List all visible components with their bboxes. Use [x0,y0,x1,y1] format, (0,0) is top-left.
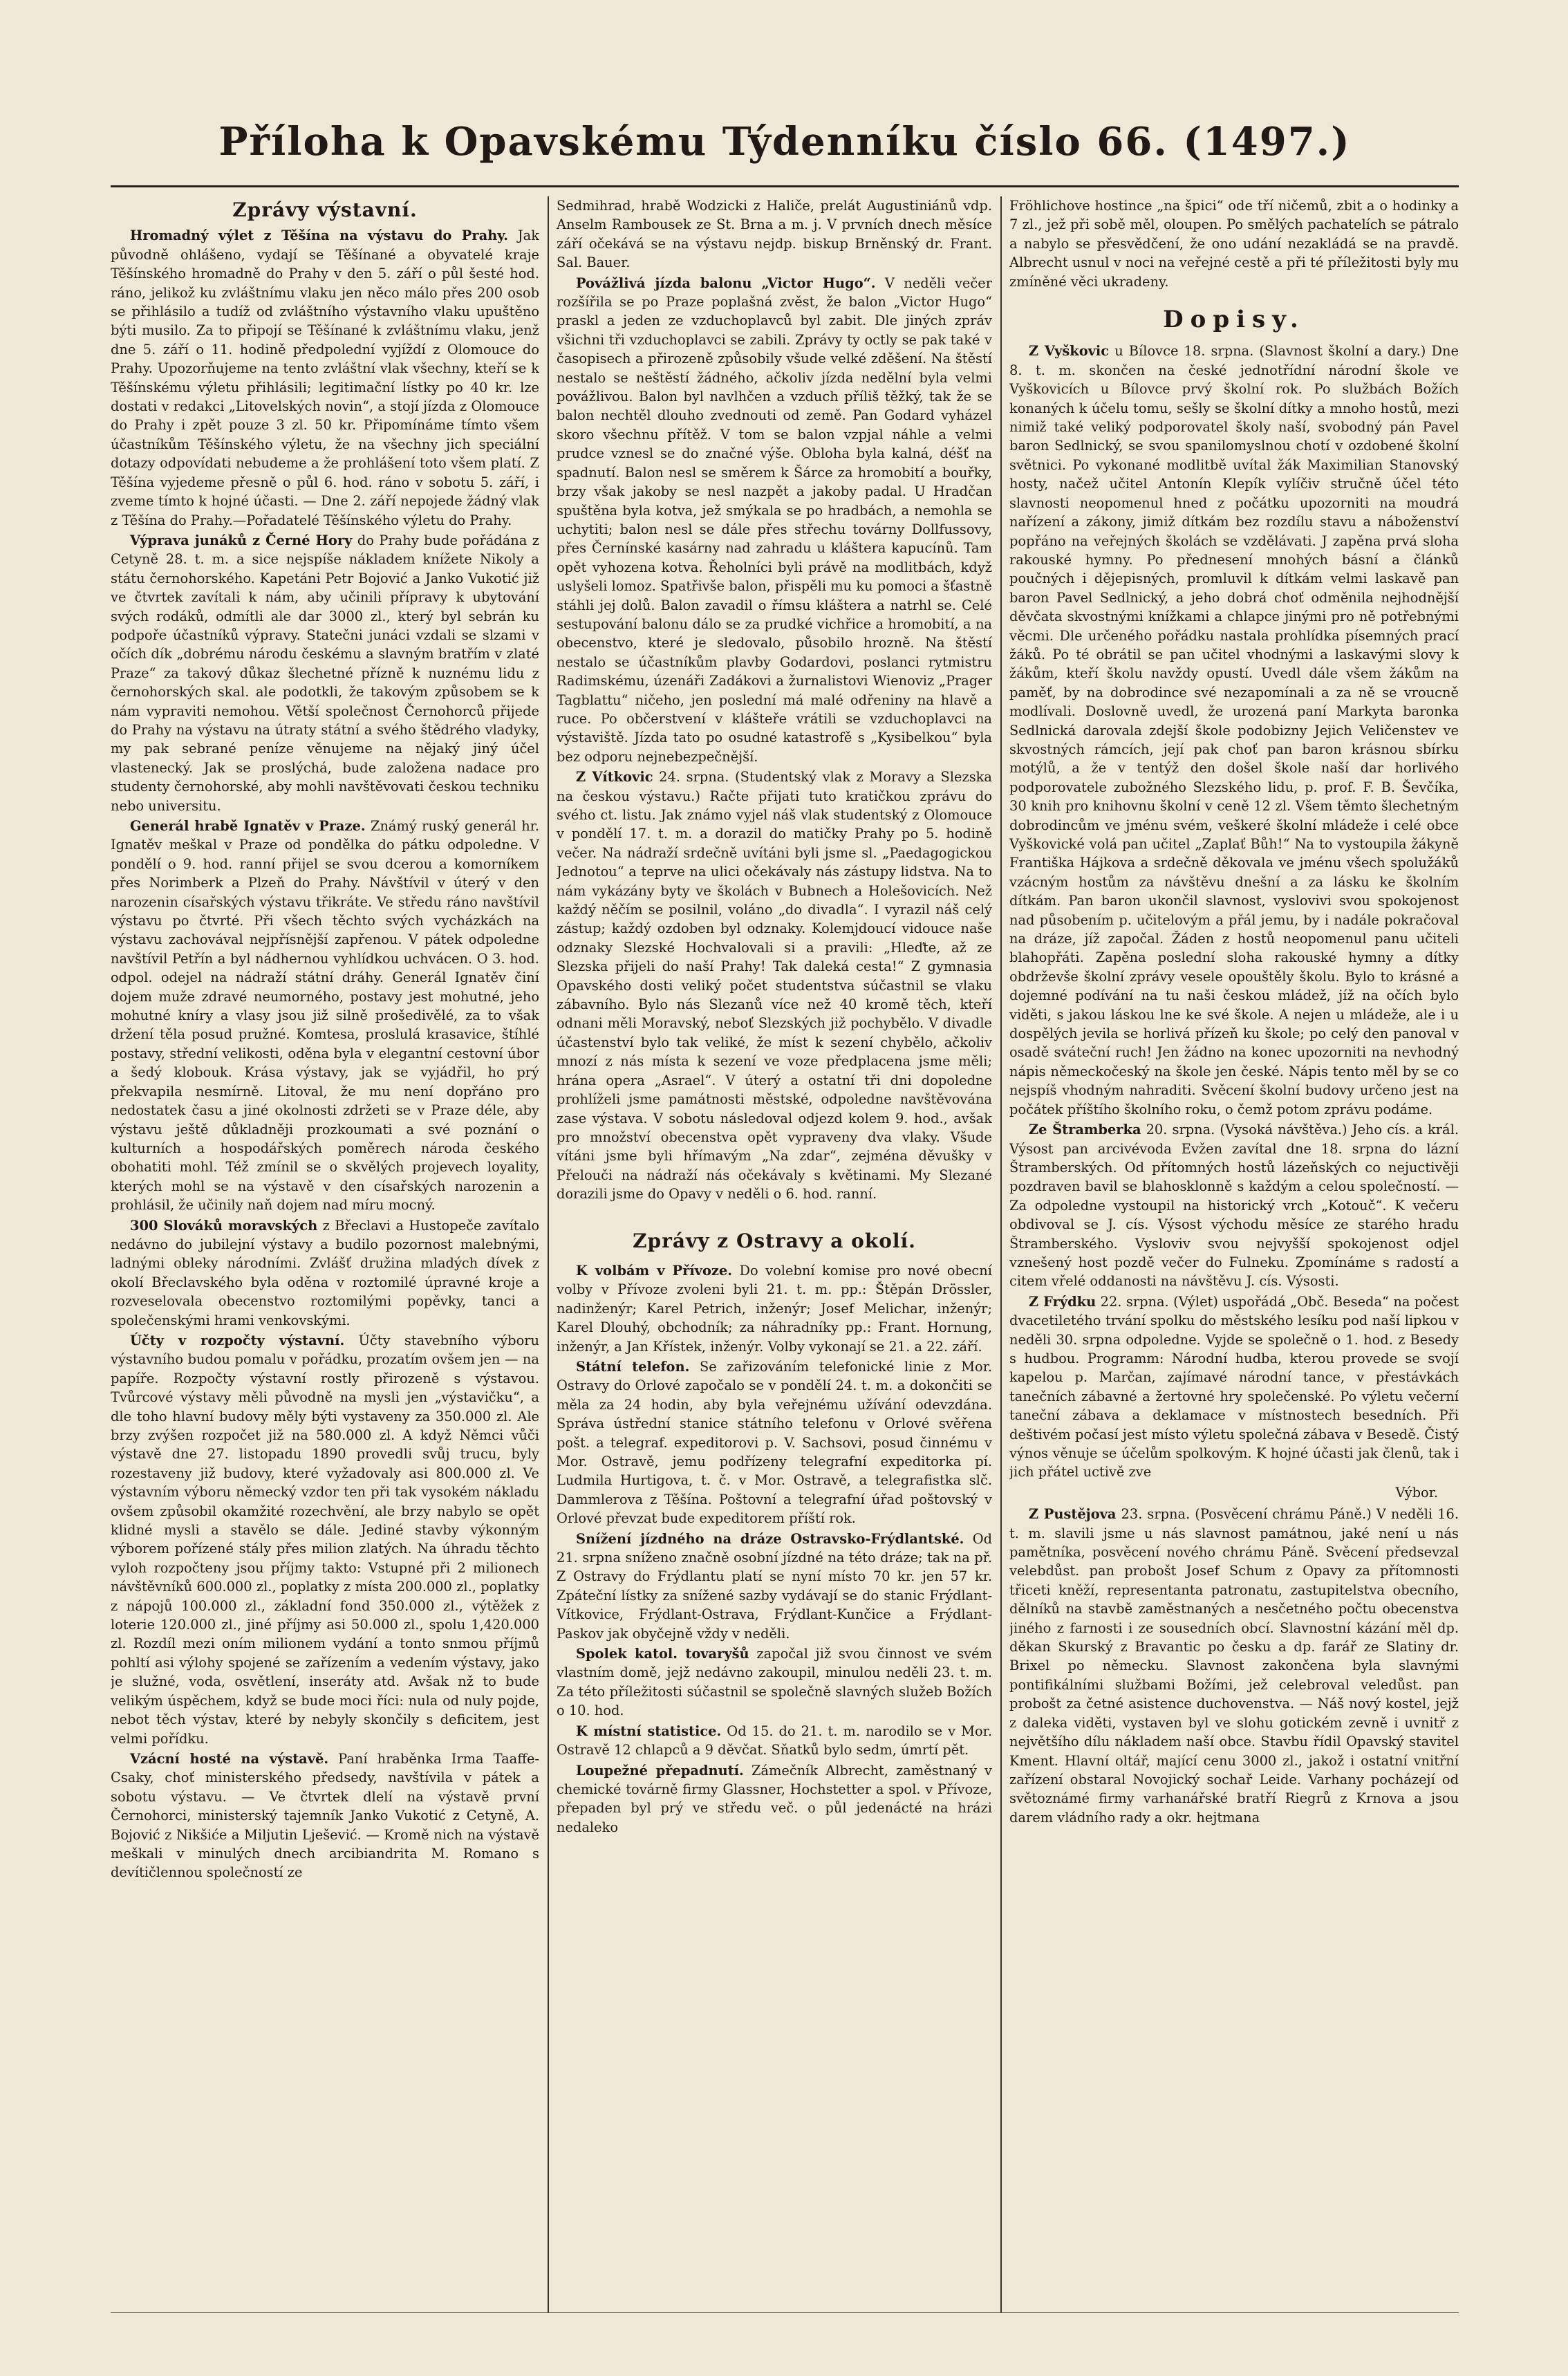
article [1009,342,1459,1119]
article-body: Zámečník Albrecht, zaměstnaný v chemické továrně firmy Glassner, Hochstetter a spol. v Přívoze, přepaden byl prý ve středu več. o půl jedenácté na hrázi nedaleko [557,1762,992,1835]
column-divider [1000,196,1002,2312]
article [557,1644,992,1720]
article-body: Od 15. do 21. t. m. narodilo se v Mor. Ostravě 12 chlapců a 9 děvčat. Sňatků bylo sedm, úmrtí pět. [557,1723,992,1758]
article-headline: Z Vyškovic [1029,343,1110,360]
footer-rule [111,2312,1459,2313]
article-body: u Bílovce 18. srpna. (Slavnost školní a dary.) Dne 8. t. m. skončen na české jednotřídní národní škole ve Vyškovicích u Bílovce prvý školní rok. Po službách Božích konaných k účelu tomu, sešly se školní dítky a mnoho hostů, mezi nimiž také veliký podporovatel školy naší, svobodný pán Pavel baron Sedlnický, se svou spanilomyslnou chotí v ozdobené školní světnici. Po vykonané modlitbě uvítal žák Maximilian Stanovský hosty, načež učitel Antonín Klepík vylíčiv stručně účel této slavnosti neopomenul hned z počátku upozorniti na moudrá nařízení a zákony, jimiž dítkám bez rozdílu stavu a náboženství popřáno na veřejných školách se vzdělávati. J zapěna prvá sloha rakouské hymny. Po přednesení mnohých básní a článků poučných i dějepisných, promluvil k dítkám velmi laskavě pan baron Pavel Sedlnický, a jeho dobrá choť odměnila nejhodnější děvčata skvostnými knížkami a chlapce jinými pro ně potřebnými věcmi. Dle určeného pořádku nastala prohlídka písemných prací žáků. Po té obrátil se pan učitel vhodnými a laskavými slovy k žákům, kteří školu navždy opustí. Uvedl dále všem žákům na paměť, by na dobrodince své nezapomínali a za ně se vroucně modlívali. Doslovně uvedl, že urozená paní Markyta baronka Sedlnická darovala zdejší škole podobizny Jejich Veličenstev ve skvostných rámcích, její pak choť pan baron krásnou sbírku motýlů, a že v tentýž den došel škole naší dar horlivého podporovatele zubožného Slezského lidu, p. prof. F. B. Ševčíka, 30 knih pro knihovnu školní v ceně 12 zl. Všem těmto šlechetným dobrodincům ve jménu svém, veškeré školní mládeže i celé obce Vyškovické volá pan učitel „Zaplať Bůh!“ Na to vystoupila žákyně Františka Hájkova a srdečně děkovala ve jménu všech spolužáků vzácným hostům za návštěvu dnešní a za lásku ke školním dítkám. Pan baron ukončil slavnost, vyslovivi svou spokojenost nad působením p. učitelovým a přál jemu, by i nadále pokračoval na dráze, jíž započal. Žáden z hostů neopomenul panu učiteli blahopřáti. Zapěna poslední sloha rakouské hymny a dítky obdrževše školní zprávy vesele opouštěly školu. Bylo to krásné a dojemné podívání na tu naši českou mládež, jíž na očích bylo viděti, s jakou láskou lne ke své škole. A nejen u mládeže, ale i u dospělých jevila se horlivá přízeň ku škole; po celý den panoval v osadě sváteční ruch! Jen žádno na konec upozorniti na nevhodný nápis německočeský na škole jen české. Nápis tento měl by se co nejspíš vhodným nahraditi. Svěcení školní budovy určeno jest na počátek příštího školního roku, o čemž potom zprávu podáme. [1009,343,1459,1117]
article [111,531,539,815]
article-headline: K místní statistice. [576,1723,722,1739]
article-body: V neděli večer rozšířila se po Praze poplašná zvěst, že balon „Victor Hugo“ praskl a jeden ze vzduchoplavců byl zabit. Dle jiných zpráv všichni tři vzduchoplavci se zabili. Zprávy ty octly se pak také v časopisech a přirozeně způsobily všude velké zděšení. Na štěstí nestalo se neštěstí žádného, ačkoliv jízda nedělní byla velmi povážlivou. Balon byl navlhčen a vzduch příliš těžký, tak že se balon nechtěl dlouho zvednouti od země. Pan Godard vyházel skoro všechnu přítěž. V tom se balon vzpjal náhle a velmi prudce vznesl se do značné výše. Obloha byla kalná, déšť na spadnutí. Balon nesl se směrem k Šárce za hromobití a bouřky, brzy však jakoby se nesl nazpět a jakoby padal. U Hradčan spuštěna byla kotva, jež smýkala se po hradbách, a nemohla se uchytiti; balon nesl se dále přes střechu továrny Dollfussovy, přes Černínské kasárny nad zahradu u kláštera kapucínů. Tam opět vyhozena kotva. Řeholníci byli právě na modlitbách, když uslyšeli lomoz. Spatřivše balon, přispěli mu ku pomoci a šťastně stáhli jej dolů. Balon zavadil o římsu kláštera a natrhl se. Celé sestupování balonu dálo se za prudké vichřice a hromobití, a na obecenstvo, které je sledovalo, působilo hrozně. Na štěstí nestalo se účastníkům plavby Godardovi, poslanci rytmistru Radimskému, úzenáři Zadákovi a žurnalistovi Wienoviz „Prager Tagblattu“ ničeho, jen poslední má malé odřeniny na hlavě a ruce. Po občerstvení v klášteře vrátili se vzduchoplavci na výstaviště. Jízda tato po osudné katastrofě s „Kysibelkou“ byla bez odporu nejnebezpečnější. [557,275,992,765]
article [557,1761,992,1837]
article-body: 20. srpna. (Vysoká návštěva.) Jeho cís. a král. Výsost pan arcivévoda Evžen zavítal dne 18. srpna do lázní Štramberských. Od přítomných hostů lázeňských co nejuctivěji pozdraven bavil se blahosklonně s každým a celou společností. — Za odpoledne vystoupil na historický vrch „Kotouč“. K večeru obdivoval se J. cís. Výsost východu měsíce ze starého hradu Štramberského. Vysloviv svou nejvyšší spokojenost odjel vznešený host pozdě večer do Fulneku. Zpomínáme s radostí a citem vřelé oddanosti na návštěvu J. cís. Výsosti. [1009,1122,1459,1290]
article-body: 22. srpna. (Výlet) uspořádá „Obč. Beseda“ na počest dvacetiletého trvání spolku do městského lesíku pod naší lipkou v neděli 30. srpna odpoledne. Vyjde se společně o 1. hod. z Besedy s hudbou. Programm: Národní hudba, kterou provede se svojí kapelou p. Marčan, zajímavé národní tance, v přestávkách tanečních zábavné a žertovné hry společenské. Po výletu večerní taneční zábava a deklamace v místnostech besedních. Při deštivém počasí jest místo výletu společná zábava v Besedě. Čistý výnos věnuje se účelům spolkovým. K hojné účasti jak členů, tak i jich přátel uctivě zve [1009,1293,1459,1481]
article-continuation: Fröhlichove hostince „na špici“ ode tří ničemů, zbit a o hodinky a 7 zl., jež při sobě měl, oloupen. Po smělých pachatelích se pátralo a nabylo se přesvědčení, že ono udání nezakládá se na pravdě. Albrecht usnul v noci na veřejné cestě a při té příležitosti byly mu zmíněné věci ukradeny. [1009,198,1459,290]
article-continuation: Sedmihrad, hrabě Wodzicki z Haliče, prelát Augustiniánů vdp. Anselm Rambousek ze St. Brna a m. j. V prvních dnech měsíce září očekává se na výstavu nejdp. biskup Brněnský dr. Frant. Sal. Bauer. [557,198,992,271]
article-body: Jak původně ohlášeno, vydají se Těšínané a obyvatelé kraje Těšínského hromadně do Prahy v den 5. září o půl šesté hod. ráno, jelikož ku zvláštnímu vlaku jen něco málo přes 200 osob se přihlásilo a tudíž od zvláštního výstavního vlaku upuštěno býti musilo. Za to připojí se Těšínané k zvláštnímu vlaku, jenž dne 5. září o 11. hodině předpolední vyjíždí z Olomouce do Prahy. Upozorňujeme na tento zvláštní vlak všechny, kteří se k Těšínskému výletu přihlásili; legitimační lístky po 40 kr. lze dostati v redakci „Litovelských novin“, a stojí jízda z Olomouce do Prahy i zpět pouze 3 zl. 50 kr. Připomínáme tímto všem účastníkům Těšínského výletu, že na všechny jich speciální dotazy odpovídati nebudeme a že prohlášení toto všem platí. Z Těšína vyjedeme přesně o půl 6. hod. ráno v sobotu 5. září, i zveme tímto k hojné účasti. — Dne 2. září nepojede žádný vlak z Těšína do Prahy.—Pořadatelé Těšínského výletu do Prahy. [111,228,539,528]
column-1 [111,196,539,2312]
column-divider [548,196,549,2312]
article-body: 24. srpna. (Studentský vlak z Moravy a Slezska na českou výstavu.) Račte přijati tuto kratičkou zprávu do svého ct. listu. Jak známo vyjel náš vlak studentský z Olomouce v pondělí 17. t. m. a dorazil do matičky Prahy po 5. hodině večer. Na nádraží srdečně uvítáni byli jsme sl. „Paedagogickou Jednotou“ a teprve na ulici očekávaly nás zástupy lidstva. Na to nám vykázány byty ve školách v Bubnech a Holešovicích. Než každý něčím se posilnil, voláno „do divadla“. I vyrazil náš celý zástup; každý ozdoben byl odznaky. Kolemjdoucí vidouce naše odznaky Slezské Hochvalovali si a pravili: „Hleďte, až ze Slezska přijeli do naší Prahy! Tak daleká cesta!“ Z gymnasia Opavského dosti veliký počet studentstva súčastnil se vlaku zábavního. Bylo nás Slezanů více než 40 kromě těch, kteří odnani měli Moravský, neboť Slezských již pochybělo. V divadle účastenství bylo tak veliké, že míst k sezení chybělo, ačkoliv mnozí z nás místa k sezení ve voze předplacena jsme měli; hrána opera „Asrael“. V úterý a ostatní tři dni dopoledne prohlíželi jsme památnosti městské, odpoledne navštěvována zase výstava. V sobotu následoval odjezd kolem 9. hod., avšak pro množství obecenstva opět vypraveny dva vlaky. Všude vítáni jsme byli hřímavým „Na zdar“, zejména děvušky v Přelouči na nádraží nás očekávaly s květinami. My Slezané dorazili jsme do Opavy v neděli o 6. hod. ranní. [557,769,992,1203]
article [111,817,539,1215]
article-headline: Hromadný výlet z Těšína na výstavu do Prahy. [130,228,509,244]
article-body: Se zařizováním telefonické linie z Mor. Ostravy do Orlové započalo se v pondělí 24. t. m. a dokončiti se měla za 24 hodin, aby byla veřejnému užívání odevzdána. Správa ústřední stanice státního telefonu v Orlové svěřena pošt. a telegraf. expeditorovi p. V. Sachsovi, posud činnému v Mor. Ostravě, jemu podřízeny telegrafní expeditorka pí. Ludmila Hurtigova, t. č. v Mor. Ostravě, a telegrafistka slč. Dammlerova z Těšína. Poštovní a telegrafní úřad poštovský v Orlové převzat bude expeditorem příští rok. [557,1358,992,1527]
article-headline: Státní telefon. [576,1358,690,1375]
article-headline: Spolek katol. tovaryšů [576,1646,749,1662]
article-body: do Prahy bude pořádána z Cetyně 28. t. m. a sice nejspíše nákladem knížete Nikoly a státu černohorského. Kapetáni Petr Bojović a Janko Vukotić již ve čtvrtek zavítali k nám, aby učinili přípravy k ubytování svých rodáků, odmítli ale dar 3000 zl., který byl sebrán ku podpoře účastníků výpravy. Statečni junáci vzdali se slzami v očích dík „dobrému národu českému a slavným bratřím v zlaté Praze“ za takový důkaz šlechetné přízně k nuznému lidu z černohorských skal. ale podotkli, že takovým způsobem se k nám vypraviti nemohou. Větší společnost Černohorců přijede do Prahy na výstavu na útraty státní a svého štědrého vladyky, my pak sebrané peníze věnujeme na nějaký jiný účel vlastenecký. Jak se proslýchá, bude založena nadace pro studenty černohorské, aby mohli navštěvovati českou techniku nebo universitu. [111,532,539,814]
article-headline: Z Pustějova [1029,1506,1117,1523]
article-headline: Povážlivá jízda balonu „Victor Hugo“. [576,275,876,291]
article-headline: Generál hrabě Ignatěv v Praze. [130,818,366,834]
article-headline: Z Frýdku [1029,1293,1096,1310]
article-signature: Výbor. [1395,1484,1438,1501]
article [1009,1505,1459,1827]
article-body: z Břeclavi a Hustopeče zavítalo nedávno do jubilejní výstavy a budilo pozornost malebnými, ladnými obleky národními. Zvlášť družina mladých dívek z okolí Břeclavského byla oděna v roztomilé úpravné kroje a rozveselovala obecenstvo roztomilými popěvky, tanci a společenskými hrami venkovskými. [111,1217,539,1328]
article [111,1216,539,1330]
article-headline: Ze Štramberka [1029,1122,1141,1138]
article [557,1722,992,1760]
article-body: 23. srpna. (Posvěcení chrámu Páně.) V neděli 16. t. m. slavili jsme u nás slavnost památnou, jaké není u nás pamětníka, posvěcení nového chrámu Páně. Svěcení předsevzal velebdůst. pan probošt Josef Schum z Opavy za přítomnosti třiceti kněží, representanta patronatu, zastupitelstva obecního, dělníků na stavbě zaměstnaných a nesčetného počtu obecenstva jiného z farnosti i ze sousedních obcí. Slavnostní kázání měl dp. děkan Skurský z Bravantic po česku a dp. farář ze Slatiny dr. Brixel po německu. Slavnost zakončena byla slavnými pontifikálními službami Božími, jež celebroval veledůst. pan probošt za četné asistence duchovenstva. — Náš nový kostel, jejž z daleka viděti, vystaven byl ve slohu gotickém zevně i uvnitř z největšího dílu nákladem naší obce. Stavbu řídil Opavský stavitel Kment. Hlavní oltář, mající cenu 3000 zl., jakož i ostatní vnitřní zařízení obstaral Novojický sochař Leide. Varhany pocházejí od světoznámé firmy varhanářské bratří Riegrů z Krnova a jsou darem vládního rady a okr. hejtmana [1009,1506,1459,1826]
article [557,1530,992,1643]
article [1009,1292,1459,1482]
article [557,1261,992,1356]
header-rule [111,185,1459,187]
column-2 [557,196,992,2312]
article-body: započal již svou činnost ve svém vlastním domě, jejž nedávno zakoupil, minulou neděli 23. t. m. Za této příležitosti súčastnil se společně slavných služeb Božích o 10. hod. [557,1646,992,1719]
section-title-ostrava: Zprávy z Ostravy a okolí. [633,1229,916,1252]
section-title-exhibition: Zprávy výstavní. [232,198,418,221]
article-body: Od 21. srpna sníženo značně osobní jízdné na této dráze; tak na př. Z Ostravy do Frýdlantu platí se nyní místo 70 kr. jen 57 kr. Zpáteční lístky za snížené sazby vydávají se do stanic Frýdlant-Vítkovice, Frýdlant-Ostrava, Frýdlant-Kunčice a Frýdlant-Paskov jak obyčejně vždy v neděli. [557,1530,992,1642]
masthead [111,90,1459,194]
article-body: Účty stavebního výboru výstavního budou pomalu v pořádku, prozatím ovšem jen — na papíře. Rozpočty výstavní rostly přirozeně s výstavou. Tvůrcové výstavy měli původně na mysli jen „výstavičku“, a dle toho hlavní budovy měly býti vystaveny za 350.000 zl. Ale brzy zvýšen rozpočet již na 580.000 zl. A když Němci vůči výstavě dne 27. listopadu 1890 provedli svůj trucu, byly rozestaveny již budovy, které vyžadovaly asi 800.000 zl. Ve výstavním výboru německý vzdor ten při tak vysokém nákladu ovšem způsobil okamžité rozechvění, ale brzy nabylo se opět klidné mysli a stavělo se dále. Jediné stavby výkonným výborem pořízené stály přes milion zlatých. Na úhradu těchto vyloh rozpočteny jsou příjmy takto: Vstupné při 2 milionech návštěvníků 600.000 zl., poplatky z místa 200.000 zl., poplatky z nápojů 100.000 zl., základní fond 350.000 zl., výtěžek z loterie 120.000 zl., jiné příjmy asi 50.000 zl., spolu 1,420.000 zl. Rozdíl mezi oním milionem vydání a tonto snmou příjmů pohltí asi výlohy spojené se zařízením a vedením výstavy, jako je služné, voda, osvětlení, inseráty atd. Avšak nž to bude velikým úspěchem, když se bude moci říci: nula od nuly pojde, nebot těch výstav, které by nebyly skončily s deficitem, jest velmi pořídku. [111,1332,539,1747]
article [557,274,992,767]
article [557,1357,992,1528]
article [111,226,539,530]
article-headline: Z Vítkovic [576,769,653,786]
article-body: Paní hraběnka Irma Taaffe-Csaky, choť ministerského předsedy, navštívila v pátek a sobotu výstavu. — Ve čtvrtek dlelí na výstavě první Černohorci, ministerský tajemník Janko Vukotić z Cetyně, A. Bojović z Nikšiće a Miljutin Lješević. — Kromě nich na výstavě meškali v minulých dnech arcibiandrita M. Romano s devítičlennou společností ze [111,1750,539,1881]
article [111,1749,539,1882]
article-headline: Vzácní hosté na výstavě. [130,1750,329,1767]
article-headline: Výprava junáků z Černé Hory [130,532,353,548]
article-body: Do volební komise pro nové obecní volby v Přívoze zvoleni byli 21. t. m. pp.: Štěpán Drössler, nadinženýr; Karel Petrich, inženýr; Josef Melichar, inženýr; Karel Dlouhý, obchodník; za náhradníky pp.: Frant. Hornung, inženýr, a Jan Křístek, inženýr. Volby vykonají se 21. a 22. září. [557,1262,992,1355]
article [1009,1120,1459,1291]
article-headline: 300 Slováků moravských [130,1217,318,1234]
column-3 [1009,196,1459,2312]
article-headline: Snížení jízdného na dráze Ostravsko-Frýdlantské. [576,1530,964,1547]
article-body: Známý ruský generál hr. Ignatěv meškal v Praze od pondělka do pátku odpoledne. V pondělí o 9. hod. ranní přijel se svou dcerou a komorníkem přes Norimberk a Plzeň do Prahy. Návštívil v úterý v den narozenin císařských výstavu třikráte. Ve středu ráno navštívil výstavu po čtvrté. Při všech těchto svých vycházkách na výstavu zachovával nejpřísnější zapřenou. V pátek odpoledne navštívil Petřín a byl nádhernou vyhlídkou uchvácen. O 3. hod. odpol. odejel na nádraží státní dráhy. Generál Ignatěv činí dojem muže zdravé neumorného, postavy jest mohutné, jeho mohutné kníry a vlasy jsou již silně prošedivělé, za to však držení těla posud pružné. Komtesa, proslulá krasavice, štíhlé postavy, střední velikosti, oděna byla v elegantní cestovní úbor a šedý klobouk. Krása výstavy, jak se vyjádřil, ho prý překvapila nesmírně. Litoval, že mu není dopřáno pro nedostatek času a jiné okolnosti zdržeti se v Praze déle, aby výstavu ještě důkladněji prozkoumati a své poznání o kulturních a hospodářských poměrech národa českého obohatiti mohl. Též zmínil se o skvělých projevech loyality, kterých mohl se na výstavě v den císařských narozenin a prohlásil, že učinily naň dojem nad míru mocný. [111,818,539,1214]
article [111,1331,539,1748]
article-headline: Loupežné přepadnutí. [576,1762,744,1779]
article [557,768,992,1203]
page-title: Příloha k Opavskému Týdenníku číslo 66. (1497.) [218,119,1351,165]
section-title-letters: Dopisy. [1163,306,1305,334]
article-headline: K volbám v Přívoze. [576,1262,732,1279]
article-headline: Účty v rozpočty výstavní. [130,1332,345,1348]
